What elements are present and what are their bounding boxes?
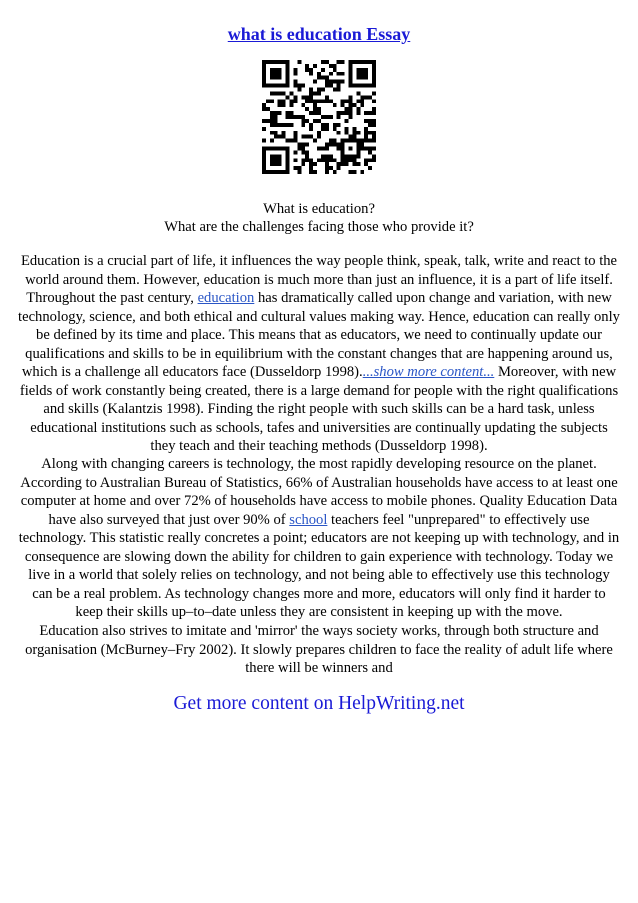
- qr-code-icon: [262, 60, 376, 174]
- paragraph-1-text-c: Moreover, with new fields of work constantly being created, there is a large demand for people with the right qualifications and skills (Kalantzis 1998). Finding the right people with such skills can be a hard task, unless educational institutions such as schools, tafes and universities are continually updating the subjects they teach and their teaching methods (Dusseldorp 1998).: [19, 364, 619, 454]
- show-more-content-link[interactable]: ...show more content...: [362, 364, 495, 380]
- paragraph-3: [18, 622, 620, 678]
- qr-code-graphic: [262, 60, 376, 174]
- education-link[interactable]: education: [197, 290, 255, 306]
- helpwriting-footer-link[interactable]: Get more content on HelpWriting.net: [173, 693, 465, 714]
- paragraph-2-text-b: teachers feel "unprepared" to effectively use technology. This statistic really concretes a point; educators are not keeping up with technology, and in consequence are slowing down the ability for children to gain experience with technology. Today we live in a world that solely relies on technology, and not being able to effectively use this technology can be a real problem. As technology changes more and more, educators will only find it harder to keep their skills up–to–date unless they are consistent in keeping up with the move.: [18, 511, 620, 620]
- paragraph-3-text: Education also strives to imitate and 'mirror' the ways society works, through both structure and organisation (McBurney–Fry 2002). It slowly prepares children to face the reality of adult life where there will be winners and: [25, 623, 613, 676]
- essay-title-link[interactable]: what is education Essay: [227, 24, 411, 44]
- school-link[interactable]: school: [289, 511, 328, 528]
- question-line-2: What are the challenges facing those who provide it?: [164, 219, 474, 235]
- paragraph-1-text-b: has dramatically called upon change and variation, with new technology, science, and both ethical and cultural values making way. Hence, education can really only be defined by its time and place. This means that as educators, we need to continually update our qualifications and skills to be in equilibrium with the constant changes that are happening around us, which is a challenge all educators face (Dusseldorp 1998).: [18, 290, 620, 380]
- paragraph-1: [18, 252, 620, 456]
- paragraph-2-text-a: Along with changing careers is technology, the most rapidly developing resource on the planet. According to Australian Bureau of Statistics, 66% of Australian households have access to at least one computer at home and over 72% of households have access to mobile phones. Quality Education Data have also surveyed that just over 90% of: [20, 456, 618, 528]
- paragraph-1-text-a: Education is a crucial part of life, it influences the way people think, speak, talk, write and react to the world around them. However, education is much more than just an influence, it is a part of life itself. Throughout the past century,: [20, 253, 618, 306]
- paragraph-2: [18, 455, 620, 622]
- question-line-1: What is education?: [263, 201, 375, 217]
- essay-questions: [0, 200, 638, 236]
